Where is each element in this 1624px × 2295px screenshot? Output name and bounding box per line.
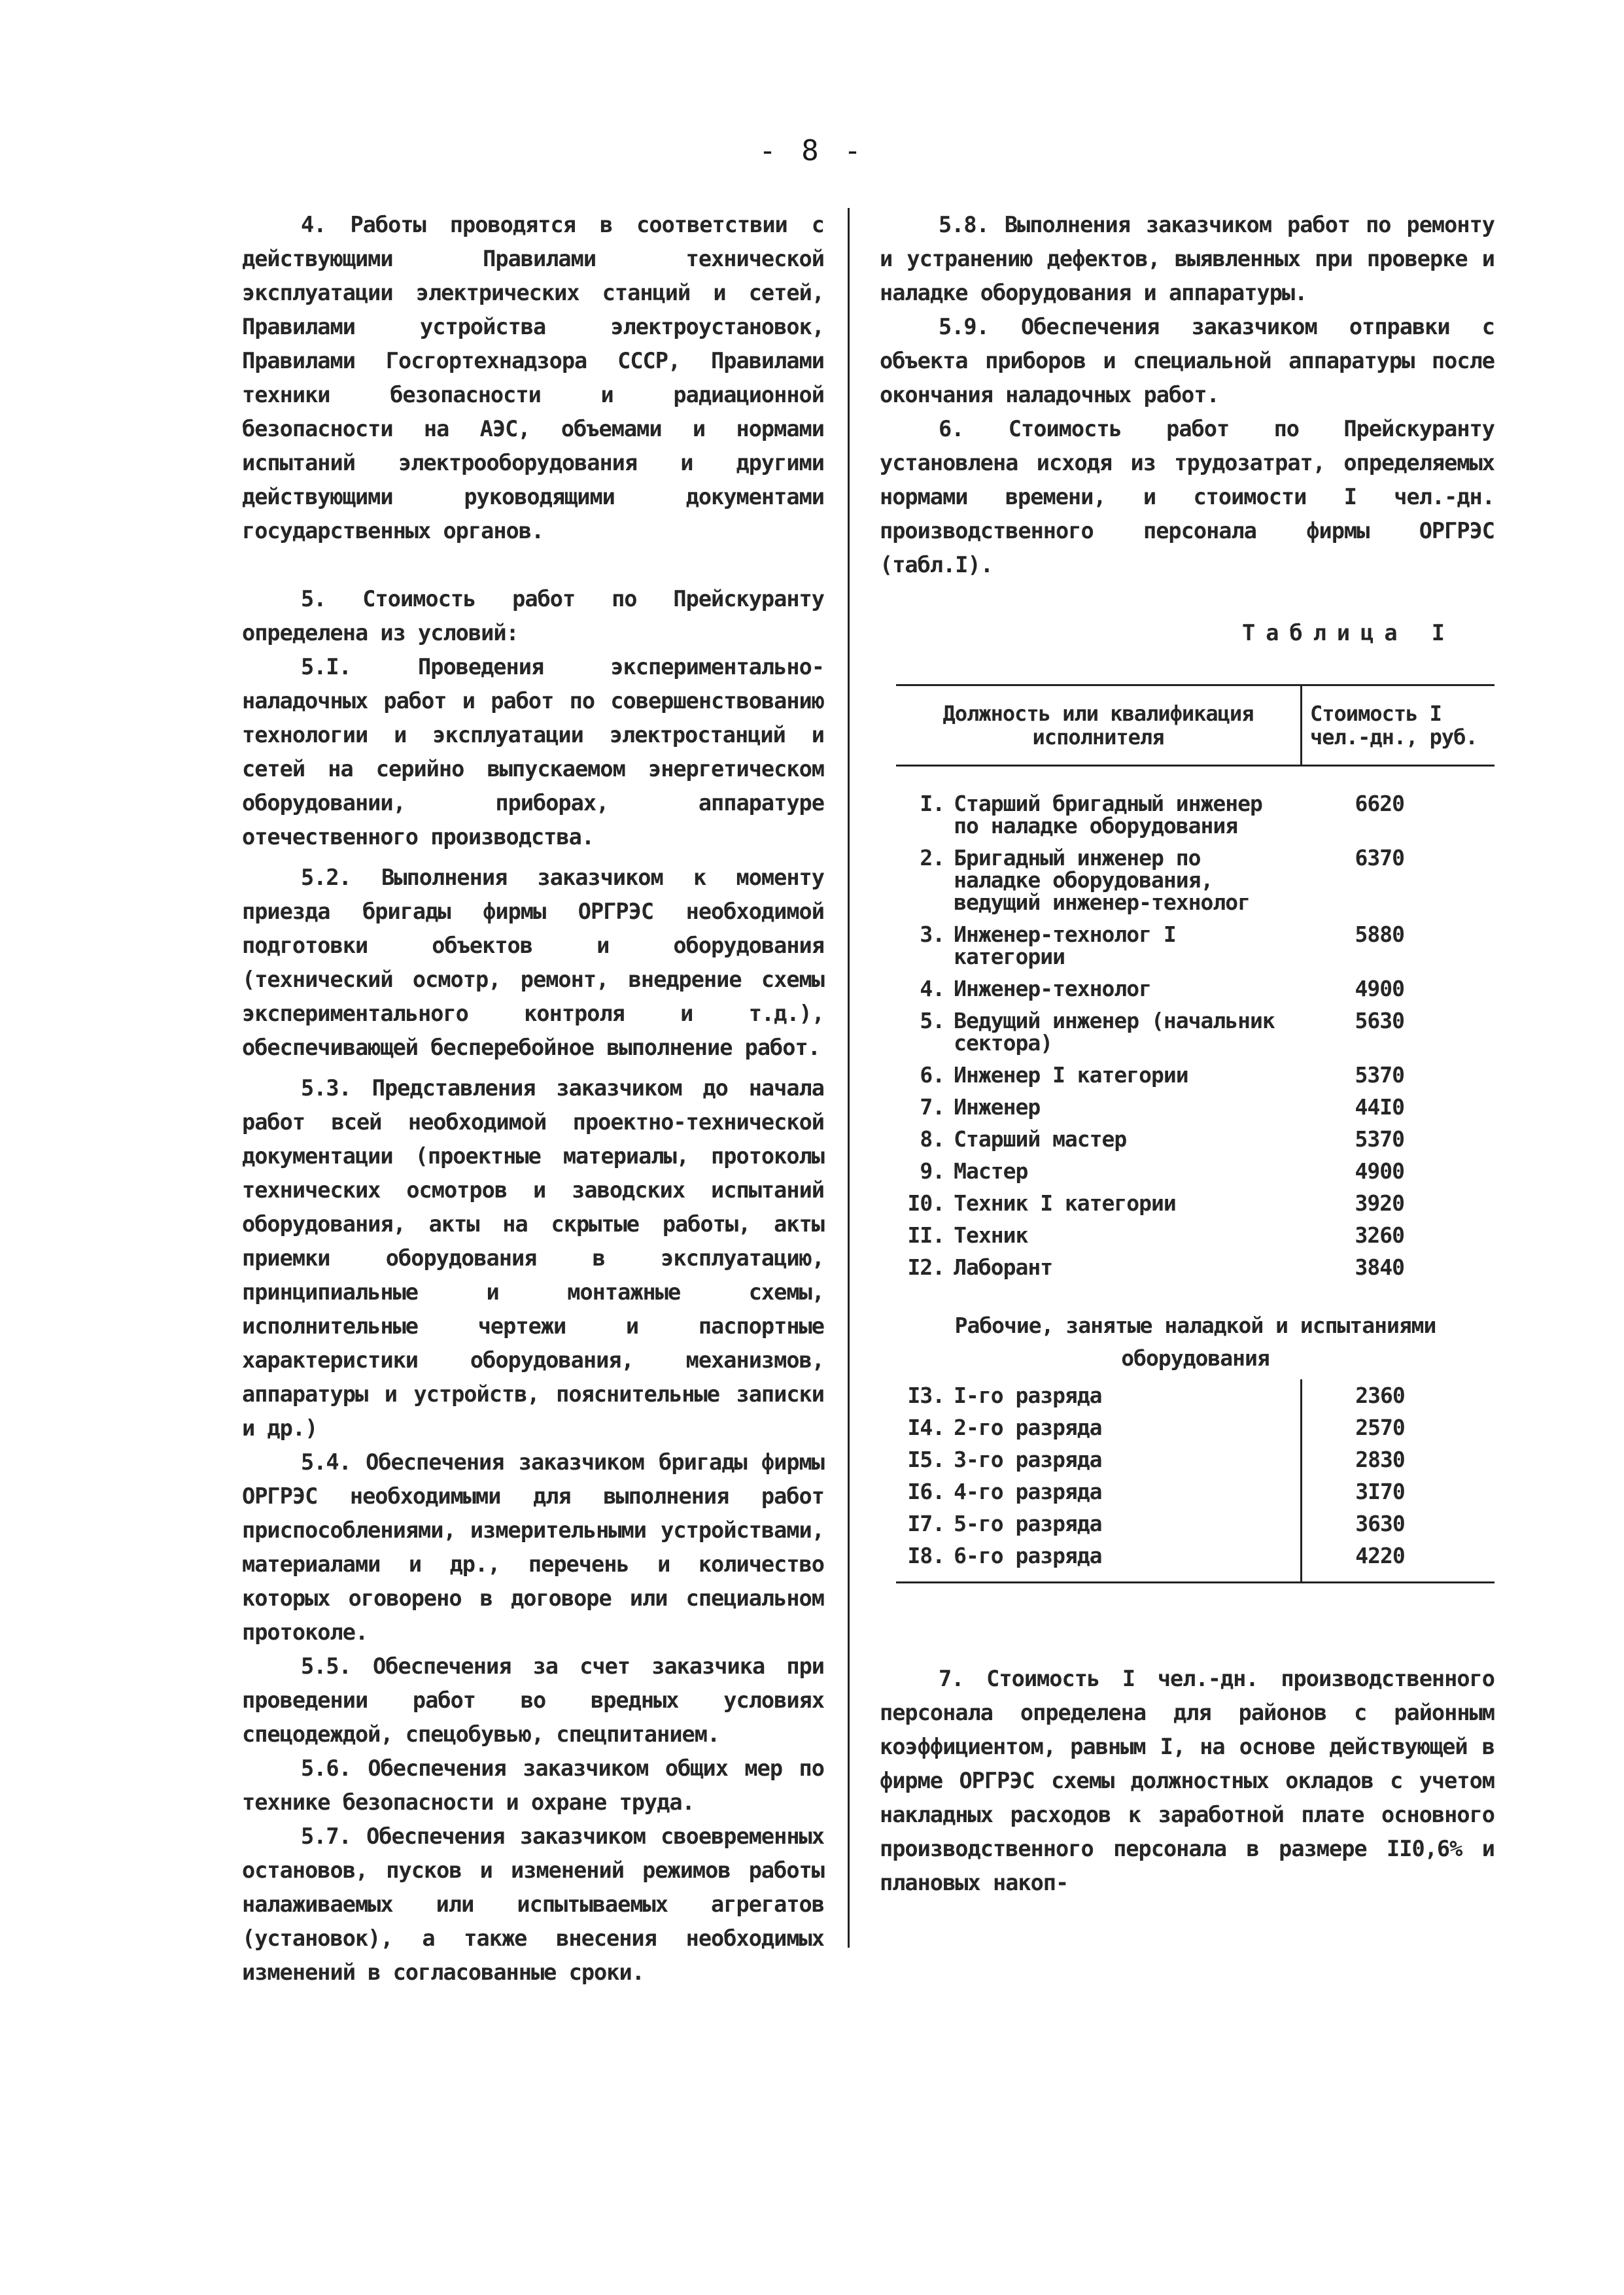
paragraph-7: 7. Стоимость I чел.-дн. производственного персонала определена для районов с районным коэффициентом, равным I, на основе действующей в фирме ОРГРЭС схемы должностных окладов с учетом накладных расходов к заработной плате основного производственного персонала в размере II0,6% и плановых накоп-: [880, 1666, 1494, 1895]
row-number: I5.: [907, 1447, 945, 1472]
paragraph-5-1: 5.I. Проведения экспериментально-наладочных работ и работ по совершенствованию технологии и эксплуатации электростанций и сетей на серийно выпускаемом энергетическом оборудовании, приборах, аппаратуре отечественного производства.: [242, 654, 824, 850]
row-cost: 3260: [1355, 1222, 1404, 1248]
row-position: Мастер: [954, 1158, 1028, 1184]
row-number: I4.: [907, 1415, 945, 1440]
table-row: [896, 1251, 1494, 1283]
row-position: Старший мастер: [954, 1126, 1127, 1152]
row-number: I8.: [896, 1540, 951, 1583]
right-column: [880, 208, 1494, 1900]
row-position: Инженер I категории: [954, 1062, 1188, 1088]
price-table: [896, 684, 1494, 1583]
row-position: 5-го разряда: [954, 1511, 1102, 1536]
paragraph-5-3: 5.3. Представления заказчиком до начала работ всей необходимой проектно-технической документации (проектные материалы, протоколы технических осмотров и заводских испытаний оборудования, акты на скрытые работы, акты приемки оборудования в эксплуатацию, принципиальные и монтажные схемы, исполнительные чертежи и паспортные характеристики оборудования, механизмов, аппаратуры и устройств, пояснительные записки и др.): [242, 1075, 824, 1441]
paragraph-5-6: 5.6. Обеспечения заказчиком общих мер по технике безопасности и охране труда.: [242, 1755, 824, 1815]
left-column: [242, 208, 824, 1990]
paragraph-5-2: 5.2. Выполнения заказчиком к моменту приезда бригады фирмы ОРГРЭС необходимой подготовки объектов и оборудования (технический осмотр, ремонт, внедрение схемы экспериментального контроля и т.д.), обеспечивающей бесперебойное выполнение работ.: [242, 865, 824, 1060]
table-row: [896, 1219, 1494, 1251]
table-row: [896, 1379, 1494, 1411]
row-number: I.: [920, 791, 945, 816]
table-row: [896, 842, 1494, 918]
paragraph-6: 6. Стоимость работ по Прейскуранту установлена исходя из трудозатрат, определяемых нормами времени, и стоимости I чел.-дн. производственного персонала фирмы ОРГРЭС (табл.I).: [880, 416, 1494, 578]
row-number: 6.: [920, 1062, 945, 1088]
table-row: [896, 1187, 1494, 1219]
row-position: 3-го разряда: [954, 1447, 1102, 1472]
row-cost: 4900: [1355, 976, 1404, 1001]
row-position: Техник I категории: [954, 1190, 1176, 1216]
row-cost: 2830: [1302, 1443, 1495, 1475]
row-position: Ведущий инженер (начальник сектора): [954, 1008, 1275, 1056]
paragraph-5-5: 5.5. Обеспечения за счет заказчика при проведении работ во вредных условиях спецодеждой, спецобувью, спецпитанием.: [242, 1653, 824, 1747]
row-number: 4.: [920, 976, 945, 1001]
row-cost: 4900: [1355, 1158, 1404, 1184]
table-caption: Таблица I: [1242, 620, 1455, 646]
row-position: 4-го разряда: [954, 1479, 1102, 1504]
row-number: II.: [907, 1222, 945, 1248]
paragraph-5-4: 5.4. Обеспечения заказчиком бригады фирмы ОРГРЭС необходимыми для выполнения работ приспособлениями, измерительными устройствами, материалами и др., перечень и количество которых оговорено в договоре или специальном протоколе.: [242, 1449, 824, 1645]
row-cost: 4220: [1302, 1540, 1495, 1583]
row-position: Бригадный инженер по наладке оборудования, ведущий инженер-технолог: [954, 845, 1250, 915]
row-number: I0.: [907, 1190, 945, 1216]
row-cost: 2570: [1302, 1411, 1495, 1443]
column-divider: [848, 208, 850, 1948]
table-row: [896, 1411, 1494, 1443]
row-cost: 2360: [1302, 1379, 1495, 1411]
row-number: I2.: [907, 1254, 945, 1280]
row-position: Техник: [954, 1222, 1028, 1248]
row-position: Лаборант: [954, 1254, 1053, 1280]
row-position: 6-го разряда: [951, 1540, 1301, 1583]
row-position: 2-го разряда: [954, 1415, 1102, 1440]
row-cost: 5880: [1355, 922, 1404, 947]
table-row: [896, 1540, 1494, 1583]
row-number: I3.: [907, 1383, 945, 1408]
table-row: [896, 973, 1494, 1005]
row-number: 9.: [920, 1158, 945, 1184]
row-position: Старший бригадный инженер по наладке оборудования: [954, 791, 1262, 838]
row-number: 8.: [920, 1126, 945, 1152]
row-cost: 3840: [1355, 1254, 1404, 1280]
table-row: [896, 1155, 1494, 1187]
row-cost: 44I0: [1355, 1094, 1404, 1120]
row-position: Инженер-технолог I категории: [954, 922, 1176, 969]
header-position: Должность или квалификация исполнителя: [896, 685, 1302, 766]
table-row: [896, 918, 1494, 973]
row-number: 7.: [920, 1094, 945, 1120]
paragraph-5-8: 5.8. Выполнения заказчиком работ по ремонту и устранению дефектов, выявленных при проверке и наладке оборудования и аппаратуры.: [880, 212, 1494, 305]
table-row: [896, 766, 1494, 842]
table-subheading: Рабочие, занятые наладкой и испытаниями оборудования: [954, 1313, 1436, 1371]
row-position: I-го разряда: [954, 1383, 1102, 1408]
row-cost: 6370: [1355, 845, 1404, 871]
row-cost: 5370: [1355, 1126, 1404, 1152]
row-number: 5.: [920, 1008, 945, 1033]
table-subheading-row: [896, 1283, 1494, 1379]
row-cost: 5630: [1355, 1008, 1404, 1033]
table-row: [896, 1475, 1494, 1508]
row-number: 2.: [920, 845, 945, 871]
row-number: I7.: [907, 1511, 945, 1536]
table-header-row: [896, 685, 1494, 766]
paragraph-5: 5. Стоимость работ по Прейскуранту определена из условий:: [242, 586, 824, 646]
table-row: [896, 1005, 1494, 1059]
table-row: [896, 1508, 1494, 1540]
header-cost: Стоимость I чел.-дн., руб.: [1302, 685, 1495, 766]
table-row: [896, 1059, 1494, 1091]
table-row: [896, 1123, 1494, 1155]
table-row: [896, 1091, 1494, 1123]
row-position: Инженер-технолог: [954, 976, 1152, 1001]
paragraph-4: 4. Работы проводятся в соответствии с действующими Правилами технической эксплуатации электрических станций и сетей, Правилами устройства электроустановок, Правилами Госгортехнадзора СССР, Правилами техники безопасности и радиационной безопасности на АЭС, объемами и нормами испытаний электрооборудования и другими действующими руководящими документами государственных органов.: [242, 212, 824, 544]
row-cost: 3630: [1302, 1508, 1495, 1540]
row-cost: 3920: [1355, 1190, 1404, 1216]
row-number: 3.: [920, 922, 945, 947]
paragraph-5-7: 5.7. Обеспечения заказчиком своевременных остановов, пусков и изменений режимов работы налаживаемых или испытываемых агрегатов (установок), а также внесения необходимых изменений в согласованные сроки.: [242, 1823, 824, 1985]
paragraph-5-9: 5.9. Обеспечения заказчиком отправки с объекта приборов и специальной аппаратуры после окончания наладочных работ.: [880, 314, 1494, 407]
row-cost: 3I70: [1302, 1475, 1495, 1508]
row-number: I6.: [907, 1479, 945, 1504]
row-cost: 5370: [1355, 1062, 1404, 1088]
page-number: - 8 -: [759, 134, 865, 167]
table-row: [896, 1443, 1494, 1475]
row-cost: 6620: [1355, 791, 1404, 816]
row-position: Инженер: [954, 1094, 1041, 1120]
